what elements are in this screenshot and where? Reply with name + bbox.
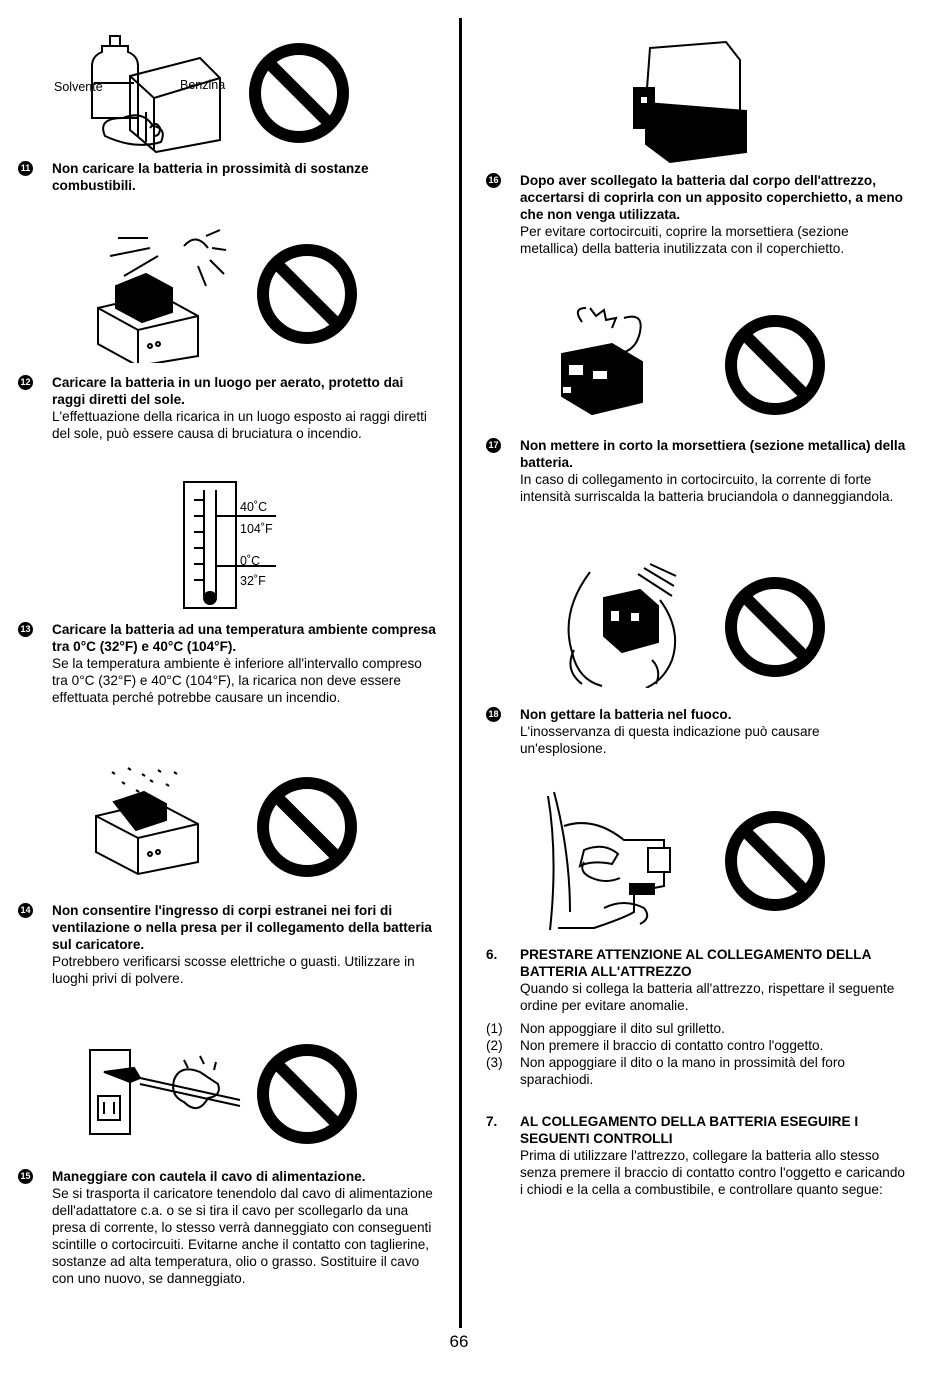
item-13 [18, 621, 438, 706]
item-title: Dopo aver scollegato la batteria dal corpo dell'attrezzo, accertarsi di coprirla con un apposito coperchietto, a meno che non venga utilizzata. [520, 173, 903, 222]
temp-high-f: 104˚F [240, 522, 273, 536]
section-text: Prima di utilizzare l'attrezzo, collegare la batteria allo stesso senza premere il braccio di contatto contro l'oggetto e caricando i chiodi e la cella a combustibile, e controllare quanto segue: [520, 1148, 905, 1197]
item-title: Non mettere in corto la morsettiera (sezione metallica) della batteria. [520, 438, 906, 470]
item-title: Non consentire l'ingresso di corpi estranei nei fori di ventilazione o nella presa per il collegamento della batteria sul caricatore. [52, 903, 432, 952]
item-17 [486, 437, 906, 505]
temp-low-f: 32˚F [240, 574, 266, 588]
battery-fire-illustration [560, 560, 690, 688]
item-15 [18, 1168, 438, 1287]
temp-low-c: 0˚C [240, 554, 261, 568]
prohibition-icon [248, 42, 350, 144]
section-7 [486, 1113, 906, 1198]
list-item [486, 1054, 906, 1088]
section-number: 6. [486, 947, 498, 962]
power-cord-illustration [88, 1046, 248, 1138]
item-number-badge: 13 [18, 622, 33, 637]
section-6 [486, 946, 906, 1088]
list-item [486, 1020, 906, 1037]
temp-high-c: 40˚C [240, 500, 268, 514]
item-14 [18, 902, 438, 987]
item-number-badge: 12 [18, 375, 33, 390]
list-item [486, 1037, 906, 1054]
item-12 [18, 374, 438, 442]
list-item-number: (1) [486, 1021, 503, 1036]
list-item-text: Non appoggiare il dito sul grilletto. [520, 1021, 725, 1036]
item-text: Per evitare cortocircuiti, coprire la morsettiera (sezione metallica) della batteria inutilizzata con il coperchietto. [520, 224, 849, 256]
prohibition-icon [724, 810, 826, 912]
battery-cover-illustration [630, 34, 750, 164]
item-number-badge: 17 [486, 438, 501, 453]
prohibition-icon [724, 314, 826, 416]
item-number-badge: 18 [486, 707, 501, 722]
column-divider [459, 18, 462, 1328]
solvent-label: Solvente [54, 80, 103, 94]
prohibition-icon [256, 1043, 358, 1145]
prohibition-icon [724, 576, 826, 678]
list-item-number: (2) [486, 1038, 503, 1053]
item-text: L'effettuazione della ricarica in un luogo esposto ai raggi diretti del sole, può essere causa di bruciatura o incendio. [52, 409, 427, 441]
item-text: In caso di collegamento in cortocircuito, la corrente di forte intensità surriscalda la batteria bruciandola o danneggiandola. [520, 472, 894, 504]
item-text: L'inosservanza di questa indicazione può causare un'esplosione. [520, 724, 820, 756]
nailer-handling-illustration [544, 790, 680, 932]
section-list [486, 1020, 906, 1088]
item-title: Caricare la batteria in un luogo per aerato, protetto dai raggi diretti del sole. [52, 375, 404, 407]
item-title: Maneggiare con cautela il cavo di alimentazione. [52, 1169, 366, 1184]
item-18 [486, 706, 906, 757]
list-item-text: Non premere il braccio di contatto contro l'oggetto. [520, 1038, 824, 1053]
item-number-badge: 15 [18, 1169, 33, 1184]
item-16 [486, 172, 906, 257]
prohibition-icon [256, 243, 358, 345]
foreign-objects-illustration [92, 762, 202, 877]
list-item-text: Non appoggiare il dito o la mano in prossimità del foro sparachiodi. [520, 1055, 845, 1087]
charger-sunlight-illustration [88, 228, 228, 363]
item-text: Potrebbero verificarsi scosse elettriche o guasti. Utilizzare in luoghi privi di polvere. [52, 954, 415, 986]
item-number-badge: 16 [486, 173, 501, 188]
section-title: PRESTARE ATTENZIONE AL COLLEGAMENTO DELLA BATTERIA ALL'ATTREZZO [520, 947, 871, 979]
short-circuit-illustration [552, 298, 662, 426]
item-title: Non caricare la batteria in prossimità di sostanze combustibili. [52, 161, 369, 193]
section-text: Quando si collega la batteria all'attrezzo, rispettare il seguente ordine per evitare anomalie. [520, 981, 895, 1013]
item-title: Non gettare la batteria nel fuoco. [520, 707, 732, 722]
item-number-badge: 11 [18, 161, 33, 176]
section-number: 7. [486, 1114, 498, 1129]
item-text: Se si trasporta il caricatore tenendolo dal cavo di alimentazione dell'adattatore c.a. o se si tira il cavo per scollegarlo da una presa di corrente, lo stesso verrà danneggiato con conseguenti scintille o cortocircuiti. Evitarne anche il contatto con taglierine, sostanze ad alta temperatura, olio o grasso. Sostituire il cavo con uno nuovo, se danneggiato. [52, 1186, 433, 1286]
section-title: AL COLLEGAMENTO DELLA BATTERIA ESEGUIRE I SEGUENTI CONTROLLI [520, 1114, 859, 1146]
petrol-label: Benzina [180, 78, 226, 92]
item-title: Caricare la batteria ad una temperatura ambiente compresa tra 0°C (32°F) e 40°C (104°F). [52, 622, 436, 654]
page-number: 66 [449, 1332, 469, 1351]
prohibition-icon [256, 776, 358, 878]
item-11 [18, 160, 438, 194]
item-number-badge: 14 [18, 903, 33, 918]
item-text: Se la temperatura ambiente è inferiore all'intervallo compreso tra 0°C (32°F) e 40°C (104°F), la ricarica non deve essere effettuata perché potrebbe causare un incendio. [52, 656, 422, 705]
list-item-number: (3) [486, 1055, 503, 1070]
